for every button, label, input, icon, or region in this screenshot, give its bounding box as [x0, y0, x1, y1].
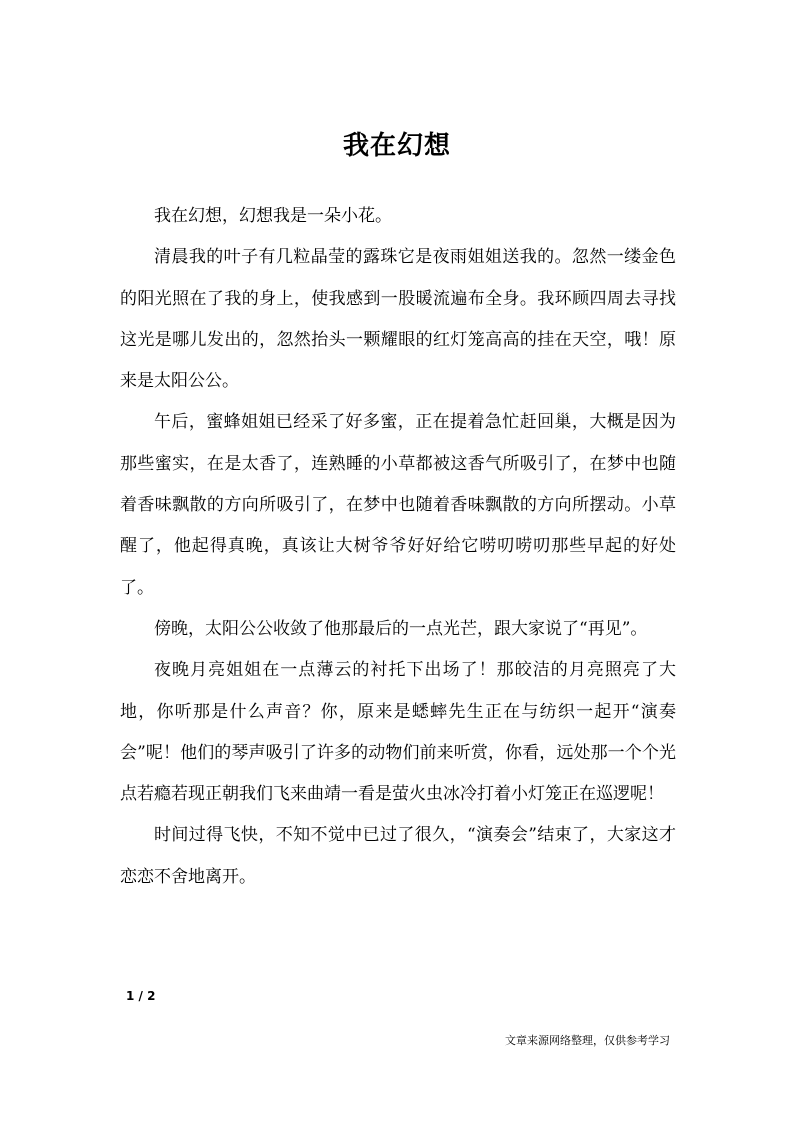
paragraph-3: 午后，蜜蜂姐姐已经采了好多蜜，正在提着急忙赶回巢，大概是因为那些蜜实，在是太香了，连熟睡的小草都被这香气所吸引了，在梦中也随着香味飘散的方向所吸引了，在梦中也随着香味飘散的方向所摆动。小草醒了，他起得真晚，真该让大树爷爷好好给它唠叨唠叨那些早起的好处了。 [120, 412, 676, 598]
paragraph-6: 时间过得飞快，不知不觉中已过了很久，“演奏会”结束了，大家这才恋恋不舍地离开。 [120, 825, 676, 887]
document-title: 我在幻想 [342, 131, 451, 161]
paragraph-1: 我在幻想，幻想我是一朵小花。 [154, 206, 392, 226]
paragraph-2: 清晨我的叶子有几粒晶莹的露珠它是夜雨姐姐送我的。忽然一缕金色的阳光照在了我的身上，使我感到一股暖流遍布全身。我环顾四周去寻找这光是哪儿发出的，忽然抬头一颗耀眼的红灯笼高高的挂在天空，哦！原来是太阳公公。 [120, 247, 676, 392]
document-body [120, 196, 676, 898]
footer-note: 文章来源网络整理，仅供参考学习 [505, 1034, 670, 1047]
paragraph-4: 傍晚，太阳公公收敛了他那最后的一点光芒，跟大家说了“再见”。 [154, 618, 648, 639]
page-number: 1 / 2 [126, 989, 156, 1003]
paragraph-5: 夜晚月亮姐姐在一点薄云的衬托下出场了！那皎洁的月亮照亮了大地，你听那是什么声音？你，原来是蟋蟀先生正在与纺织一起开“演奏会”呢！他们的琴声吸引了许多的动物们前来听赏，你看，远处那一个个光点若瘾若现正朝我们飞来曲靖一看是萤火虫冰冷打着小灯笼正在巡逻呢！ [120, 660, 676, 805]
